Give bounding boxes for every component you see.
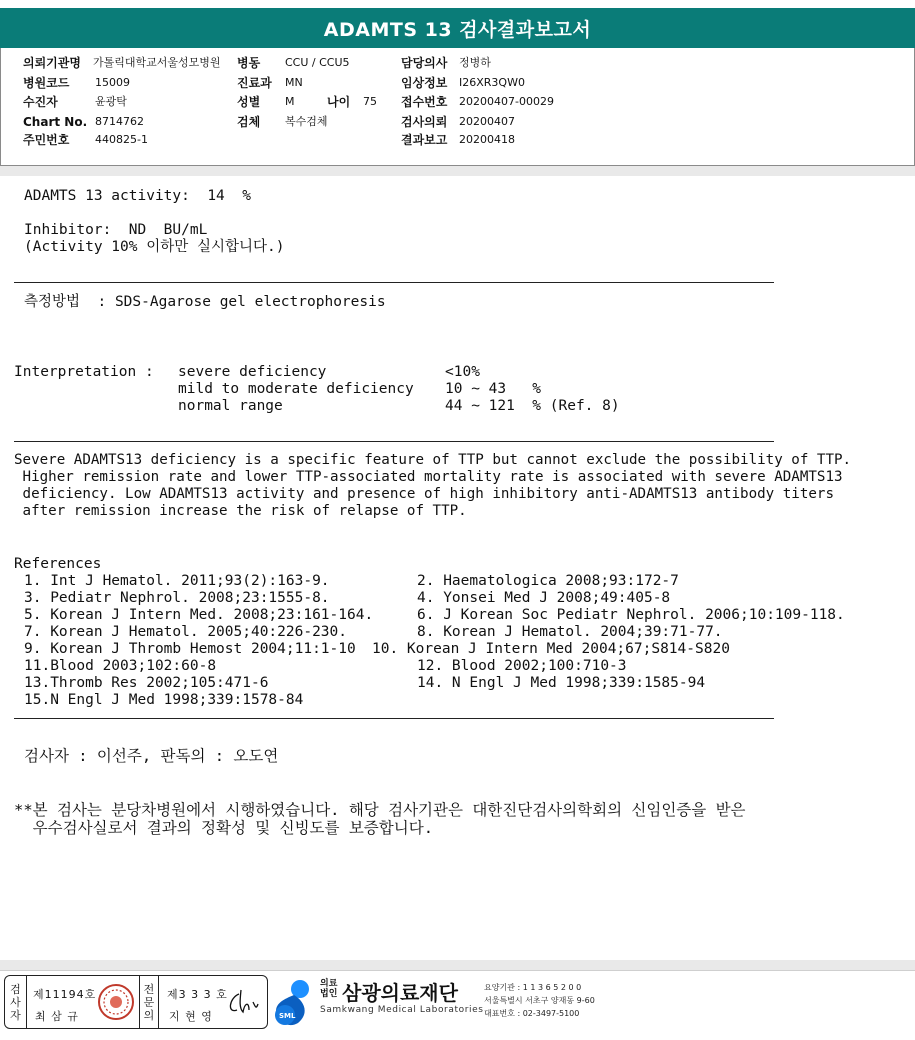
- red-seal-icon: [97, 983, 135, 1021]
- info-row-institution: [23, 56, 221, 70]
- info-row-hospital-code: [23, 76, 130, 90]
- org-info-line: 대표번호 : 02-3497-5100: [484, 1009, 580, 1018]
- org-info: [484, 981, 595, 1020]
- label-char: 전: [143, 982, 155, 996]
- method: 측정방법 : SDS-Agarose gel electrophoresis: [24, 294, 386, 310]
- label-char: 사: [10, 995, 21, 1009]
- value-physician: 정병하: [459, 56, 491, 69]
- inhibitor-note: (Activity 10% 이하만 실시합니다.): [24, 239, 285, 255]
- info-row-ward: [237, 56, 350, 70]
- label-patient: 수진자: [23, 95, 58, 109]
- divider-1: [14, 282, 774, 283]
- label-sex: 성별: [237, 95, 261, 109]
- examiner-license-no: 제11194호: [33, 988, 97, 1001]
- examiner-name: 최 삼 규: [35, 1010, 79, 1023]
- label-ward: 병동: [237, 56, 261, 70]
- specialist-license-no: 제3 3 3 호: [167, 988, 228, 1001]
- info-row-accession-no: [401, 95, 554, 109]
- references-title: References: [14, 556, 102, 572]
- label-resident-no: 주민번호: [23, 133, 70, 147]
- value-request-date: 20200407: [459, 115, 515, 128]
- activity-result: ADAMTS 13 activity: 14 %: [24, 188, 251, 204]
- report-body: [0, 176, 915, 962]
- label-specimen: 검체: [237, 115, 261, 129]
- interpretation-label: Interpretation :: [14, 364, 154, 380]
- comment-line-3: deficiency. Low ADAMTS13 activity and presence of high inhibitory anti-ADAMTS13 antibody titers: [14, 486, 834, 502]
- interp-name-mild: mild to moderate deficiency: [178, 381, 414, 397]
- org-name: 삼광의료재단: [342, 981, 458, 1005]
- divider-3: [14, 718, 774, 719]
- patient-info-header: [0, 48, 915, 166]
- signature-box: [4, 975, 268, 1029]
- notice-line-1: **본 검사는 분당차병원에서 시행하였습니다. 해당 검사기관은 대한진단검사의학회의 신임인증을 받은: [14, 801, 746, 819]
- info-row-request-date: [401, 115, 515, 129]
- value-hospital-code: 15009: [95, 76, 130, 89]
- signature-icon: [225, 988, 265, 1018]
- reference-6: 6. J Korean Soc Pediatr Nephrol. 2006;10:109-118.: [417, 607, 845, 623]
- reference-5: 5. Korean J Intern Med. 2008;23:161-164.: [24, 607, 374, 623]
- reference-13: 13.Thromb Res 2002;105:471-6: [24, 675, 269, 691]
- org-info-line: 요양기관 : 1 1 3 6 5 2 0 0: [484, 983, 582, 992]
- value-chart-no: 8714762: [95, 115, 144, 128]
- org-name-en: Samkwang Medical Laboratories: [320, 1005, 484, 1015]
- comment-line-4: after remission increase the risk of relapse of TTP.: [14, 503, 467, 519]
- org-prefix: [320, 979, 337, 999]
- value-accession-no: 20200407-00029: [459, 95, 554, 108]
- footer: [0, 970, 915, 1040]
- value-sex: M: [285, 95, 295, 108]
- label-hospital-code: 병원코드: [23, 76, 70, 90]
- org-info-line: 서울특별시 서초구 양재동 9-60: [484, 996, 595, 1005]
- inhibitor-result: Inhibitor: ND BU/mL: [24, 222, 208, 238]
- label-request-date: 검사의뢰: [401, 115, 448, 129]
- label-char: 문: [143, 995, 155, 1009]
- value-age: 75: [363, 95, 377, 108]
- info-row-report-date: [401, 133, 515, 147]
- separator-band-bottom: [0, 960, 915, 970]
- reference-9: 9. Korean J Thromb Hemost 2004;11:1-10: [24, 641, 356, 657]
- interp-name-severe: severe deficiency: [178, 364, 327, 380]
- reference-8: 8. Korean J Hematol. 2004;39:71-77.: [417, 624, 723, 640]
- divider-2: [14, 441, 774, 442]
- notice-line-2: 우수검사실로서 결과의 정확성 및 신빙도를 보증합니다.: [14, 819, 434, 837]
- value-ward: CCU / CCU5: [285, 56, 350, 69]
- report-title: ADAMTS 13 검사결과보고서: [0, 8, 915, 48]
- interp-name-normal: normal range: [178, 398, 283, 414]
- value-clinical-info: I26XR3QW0: [459, 76, 525, 89]
- examiner-line: 검사자 : 이선주, 판독의 : 오도연: [24, 747, 279, 765]
- info-row-age: [327, 95, 377, 109]
- reference-10: 10. Korean J Intern Med 2004;67;S814-S820: [372, 641, 730, 657]
- interp-value-mild: 10 ~ 43 %: [445, 381, 542, 397]
- interp-value-severe: <10%: [445, 364, 480, 380]
- reference-4: 4. Yonsei Med J 2008;49:405-8: [417, 590, 671, 606]
- reference-7: 7. Korean J Hematol. 2005;40:226-230.: [24, 624, 348, 640]
- label-char: 자: [10, 1008, 21, 1022]
- label-institution: 의뢰기관명: [23, 56, 81, 70]
- value-institution: 가톨릭대학교서울성모병원: [93, 56, 221, 69]
- org-prefix-line: 의료: [320, 979, 338, 989]
- value-specimen: 복수검체: [285, 115, 328, 128]
- comment-line-2: Higher remission rate and lower TTP-associated mortality rate is associated with severe ADAMTS13: [14, 469, 843, 485]
- reference-2: 2. Haematologica 2008;93:172-7: [417, 573, 679, 589]
- label-chart-no: Chart No.: [23, 115, 88, 129]
- reference-11: 11.Blood 2003;102:60-8: [24, 658, 217, 674]
- label-char: 검: [10, 982, 21, 996]
- info-row-resident-no: [23, 133, 148, 147]
- info-row-sex: [237, 95, 295, 109]
- interp-value-normal: 44 ~ 121 % (Ref. 8): [445, 398, 620, 414]
- label-accession-no: 접수번호: [401, 95, 448, 109]
- reference-1: 1. Int J Hematol. 2011;93(2):163-9.: [24, 573, 330, 589]
- specialist-name: 지 현 영: [169, 1010, 213, 1023]
- reference-12: 12. Blood 2002;100:710-3: [417, 658, 627, 674]
- label-report-date: 결과보고: [401, 133, 448, 147]
- label-char: 의: [143, 1008, 155, 1022]
- info-row-chart-no: [23, 115, 144, 129]
- separator-band-top: [0, 166, 915, 176]
- value-resident-no: 440825-1: [95, 133, 148, 146]
- value-patient: 윤광탁: [95, 95, 127, 108]
- sml-logo-icon: [270, 977, 316, 1029]
- comment-line-1: Severe ADAMTS13 deficiency is a specific feature of TTP but cannot exclude the possibility of TTP.: [14, 452, 852, 468]
- reference-14: 14. N Engl J Med 1998;339:1585-94: [417, 675, 706, 691]
- info-row-specimen: [237, 115, 328, 129]
- info-row-physician: [401, 56, 491, 70]
- label-clinical-info: 임상정보: [401, 76, 448, 90]
- specialist-cell-label: [139, 976, 159, 1028]
- info-row-patient: [23, 95, 127, 109]
- logo-small-text: SML: [279, 1012, 296, 1020]
- value-report-date: 20200418: [459, 133, 515, 146]
- reference-15: 15.N Engl J Med 1998;339:1578-84: [24, 692, 304, 708]
- reference-3: 3. Pediatr Nephrol. 2008;23:1555-8.: [24, 590, 330, 606]
- label-department: 진료과: [237, 76, 272, 90]
- label-physician: 담당의사: [401, 56, 448, 70]
- label-age: 나이: [327, 95, 351, 109]
- org-prefix-line: 법인: [320, 989, 338, 999]
- examiner-cell-label: [5, 976, 27, 1028]
- value-department: MN: [285, 76, 303, 89]
- info-row-department: [237, 76, 303, 90]
- info-row-clinical-info: [401, 76, 525, 90]
